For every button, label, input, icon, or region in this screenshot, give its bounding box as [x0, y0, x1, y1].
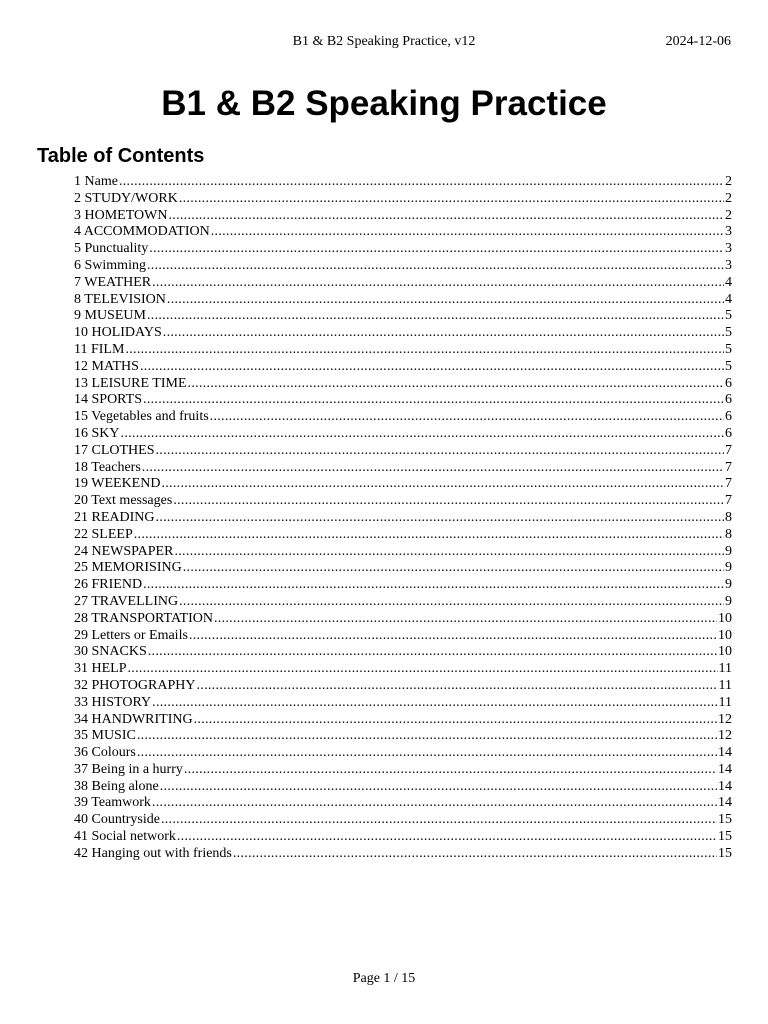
- toc-entry-page: 10: [718, 644, 732, 660]
- toc-entry[interactable]: [74, 745, 732, 762]
- toc-entry-label: 42 Hanging out with friends: [74, 845, 232, 861]
- toc-entry-page: 15: [718, 829, 732, 845]
- toc-entry-label: 31 HELP: [74, 661, 127, 677]
- toc-entry-label: 33 HISTORY: [74, 694, 152, 710]
- toc-entry-label: 3 HOMETOWN: [74, 207, 168, 223]
- toc-entry[interactable]: [74, 308, 732, 325]
- toc-entry-label: 6 Swimming: [74, 257, 146, 273]
- toc-entry[interactable]: [74, 661, 732, 678]
- toc-entry-label: 39 Teamwork: [74, 795, 151, 811]
- toc-entry-label: 40 Countryside: [74, 812, 160, 828]
- toc-entry[interactable]: [74, 560, 732, 577]
- toc-entry-label: 21 READING: [74, 509, 155, 525]
- toc-entry[interactable]: [74, 544, 732, 561]
- toc-entry-label: 36 Colours: [74, 745, 136, 761]
- toc-entry-label: 28 TRANSPORTATION: [74, 610, 213, 626]
- toc-heading: Table of Contents: [37, 145, 205, 167]
- toc-dot-leader: [214, 611, 717, 628]
- toc-entry-label: 19 WEEKEND: [74, 476, 161, 492]
- toc-entry[interactable]: [74, 762, 732, 779]
- toc-entry[interactable]: [74, 208, 732, 225]
- toc-entry-page: 4: [725, 274, 732, 290]
- toc-entry-label: 24 NEWSPAPER: [74, 543, 174, 559]
- toc-entry-page: 5: [725, 308, 732, 324]
- header-date: 2024-12-06: [665, 34, 731, 49]
- toc-entry-page: 2: [725, 174, 732, 189]
- toc-dot-leader: [179, 594, 724, 611]
- page-header: [0, 34, 768, 52]
- toc-dot-leader: [121, 426, 724, 443]
- toc-entry-label: 10 HOLIDAYS: [74, 325, 162, 341]
- toc-entry-label: 4 ACCOMMODATION: [74, 224, 210, 240]
- toc-dot-leader: [167, 292, 724, 309]
- toc-entry[interactable]: [74, 695, 732, 712]
- toc-entry-label: 41 Social network: [74, 829, 176, 845]
- toc-entry[interactable]: [74, 426, 732, 443]
- toc-dot-leader: [156, 443, 725, 460]
- toc-entry-label: 12 MATHS: [74, 358, 139, 374]
- toc-entry[interactable]: [74, 174, 732, 191]
- toc-dot-leader: [149, 241, 724, 258]
- toc-entry-page: 6: [725, 425, 732, 441]
- toc-dot-leader: [233, 846, 717, 863]
- toc-entry-page: 8: [725, 526, 732, 542]
- toc-entry-page: 9: [725, 543, 732, 559]
- toc-entry-page: 8: [725, 509, 732, 525]
- toc-entry-page: 7: [725, 459, 732, 475]
- toc-entry-label: 29 Letters or Emails: [74, 627, 188, 643]
- toc-dot-leader: [140, 359, 724, 376]
- toc-entry[interactable]: [74, 779, 732, 796]
- toc-entry-page: 2: [725, 207, 732, 223]
- toc-entry-page: 6: [725, 375, 732, 391]
- toc-entry[interactable]: [74, 728, 732, 745]
- toc-entry-label: 13 LEISURE TIME: [74, 375, 187, 391]
- toc-entry-page: 11: [718, 677, 732, 693]
- toc-dot-leader: [160, 779, 717, 796]
- toc-entry[interactable]: [74, 224, 732, 241]
- toc-entry-label: 5 Punctuality: [74, 241, 149, 257]
- toc-dot-leader: [179, 191, 724, 208]
- toc-entry[interactable]: [74, 460, 732, 477]
- toc-entry[interactable]: [74, 510, 732, 527]
- toc-entry-page: 7: [725, 476, 732, 492]
- toc-entry-label: 7 WEATHER: [74, 274, 152, 290]
- toc-entry[interactable]: [74, 829, 732, 846]
- toc-entry-label: 2 STUDY/WORK: [74, 190, 178, 206]
- toc-entry-label: 14 SPORTS: [74, 392, 143, 408]
- toc-dot-leader: [137, 745, 717, 762]
- toc-dot-leader: [119, 174, 724, 191]
- toc-entry[interactable]: [74, 795, 732, 812]
- toc-entry-page: 9: [725, 593, 732, 609]
- toc-entry[interactable]: [74, 812, 732, 829]
- toc-entry-page: 10: [718, 610, 732, 626]
- toc-dot-leader: [125, 342, 724, 359]
- toc-dot-leader: [161, 812, 717, 829]
- toc-dot-leader: [196, 678, 717, 695]
- toc-entry-label: 32 PHOTOGRAPHY: [74, 677, 196, 693]
- toc-dot-leader: [148, 644, 717, 661]
- toc-entry-page: 7: [725, 442, 732, 458]
- toc-entry-page: 6: [725, 409, 732, 425]
- toc-dot-leader: [174, 544, 724, 561]
- toc-entry[interactable]: [74, 644, 732, 661]
- document-title: B1 & B2 Speaking Practice: [161, 84, 607, 123]
- toc-dot-leader: [152, 275, 724, 292]
- toc-entry-page: 5: [725, 325, 732, 341]
- toc-dot-leader: [128, 661, 718, 678]
- toc-entry-page: 11: [718, 694, 732, 710]
- toc-dot-leader: [184, 762, 717, 779]
- toc-entry-label: 26 FRIEND: [74, 577, 143, 593]
- toc-entry[interactable]: [74, 577, 732, 594]
- toc-entry[interactable]: [74, 712, 732, 729]
- toc-entry[interactable]: [74, 409, 732, 426]
- toc-entry-page: 12: [718, 711, 732, 727]
- toc-dot-leader: [147, 308, 724, 325]
- toc-dot-leader: [183, 560, 724, 577]
- toc-dot-leader: [163, 325, 724, 342]
- toc-dot-leader: [134, 527, 724, 544]
- toc-entry[interactable]: [74, 241, 732, 258]
- toc-dot-leader: [156, 510, 725, 527]
- toc-entry-label: 9 MUSEUM: [74, 308, 146, 324]
- toc-dot-leader: [137, 728, 717, 745]
- toc-entry-page: 15: [718, 812, 732, 828]
- toc-entry[interactable]: [74, 292, 732, 309]
- toc-entry[interactable]: [74, 342, 732, 359]
- toc-entry[interactable]: [74, 527, 732, 544]
- toc-entry-label: 34 HANDWRITING: [74, 711, 193, 727]
- toc-entry[interactable]: [74, 611, 732, 628]
- toc-entry-label: 37 Being in a hurry: [74, 761, 183, 777]
- toc-entry-label: 17 CLOTHES: [74, 442, 155, 458]
- toc-entry-page: 11: [718, 661, 732, 677]
- toc-entry-page: 2: [725, 190, 732, 206]
- toc-entry[interactable]: [74, 678, 732, 695]
- toc-dot-leader: [142, 460, 724, 477]
- toc-entry[interactable]: [74, 359, 732, 376]
- toc-entry-label: 16 SKY: [74, 425, 120, 441]
- header-title: B1 & B2 Speaking Practice, v12: [292, 34, 476, 49]
- toc-entry-page: 10: [718, 627, 732, 643]
- toc-entry[interactable]: [74, 443, 732, 460]
- toc-entry-page: 9: [725, 560, 732, 576]
- toc-dot-leader: [152, 695, 717, 712]
- toc-entry-page: 4: [725, 291, 732, 307]
- toc-dot-leader: [188, 376, 724, 393]
- toc-entry-label: 20 Text messages: [74, 493, 173, 509]
- toc-entry[interactable]: [74, 493, 732, 510]
- toc-entry-page: 14: [718, 778, 732, 794]
- toc-dot-leader: [152, 795, 717, 812]
- toc-entry-page: 3: [725, 241, 732, 257]
- toc-entry-label: 22 SLEEP: [74, 526, 133, 542]
- toc-entry-page: 15: [718, 845, 732, 861]
- toc-dot-leader: [173, 493, 724, 510]
- toc-dot-leader: [210, 409, 724, 426]
- table-of-contents: [74, 174, 732, 863]
- toc-dot-leader: [143, 577, 724, 594]
- toc-dot-leader: [168, 208, 724, 225]
- toc-entry-label: 25 MEMORISING: [74, 560, 182, 576]
- toc-entry[interactable]: [74, 325, 732, 342]
- page-number: Page 1 / 15: [352, 971, 416, 986]
- toc-entry-label: 8 TELEVISION: [74, 291, 166, 307]
- toc-dot-leader: [211, 224, 724, 241]
- toc-dot-leader: [161, 476, 724, 493]
- toc-entry-page: 9: [725, 577, 732, 593]
- toc-entry[interactable]: [74, 846, 732, 863]
- toc-entry[interactable]: [74, 628, 732, 645]
- toc-entry-label: 11 FILM: [74, 341, 125, 357]
- toc-entry[interactable]: [74, 392, 732, 409]
- toc-entry-page: 14: [718, 795, 732, 811]
- toc-entry-label: 18 Teachers: [74, 459, 141, 475]
- toc-dot-leader: [189, 628, 717, 645]
- toc-dot-leader: [143, 392, 724, 409]
- toc-entry-page: 14: [718, 761, 732, 777]
- toc-entry[interactable]: [74, 258, 732, 275]
- toc-entry-page: 7: [725, 493, 732, 509]
- toc-dot-leader: [147, 258, 724, 275]
- toc-entry-label: 38 Being alone: [74, 778, 159, 794]
- toc-dot-leader: [194, 712, 717, 729]
- toc-entry-page: 6: [725, 392, 732, 408]
- toc-entry-label: 1 Name: [74, 174, 118, 189]
- toc-entry-page: 5: [725, 341, 732, 357]
- toc-entry-label: 35 MUSIC: [74, 728, 136, 744]
- toc-entry[interactable]: [74, 594, 732, 611]
- toc-entry[interactable]: [74, 476, 732, 493]
- toc-entry-page: 14: [718, 745, 732, 761]
- toc-entry[interactable]: [74, 191, 732, 208]
- toc-entry-page: 3: [725, 257, 732, 273]
- toc-entry-label: 30 SNACKS: [74, 644, 147, 660]
- toc-entry-label: 27 TRAVELLING: [74, 593, 179, 609]
- toc-dot-leader: [177, 829, 717, 846]
- toc-entry-page: 5: [725, 358, 732, 374]
- toc-entry[interactable]: [74, 275, 732, 292]
- toc-entry-label: 15 Vegetables and fruits: [74, 409, 209, 425]
- toc-entry-page: 3: [725, 224, 732, 240]
- toc-entry[interactable]: [74, 376, 732, 393]
- toc-entry-page: 12: [718, 728, 732, 744]
